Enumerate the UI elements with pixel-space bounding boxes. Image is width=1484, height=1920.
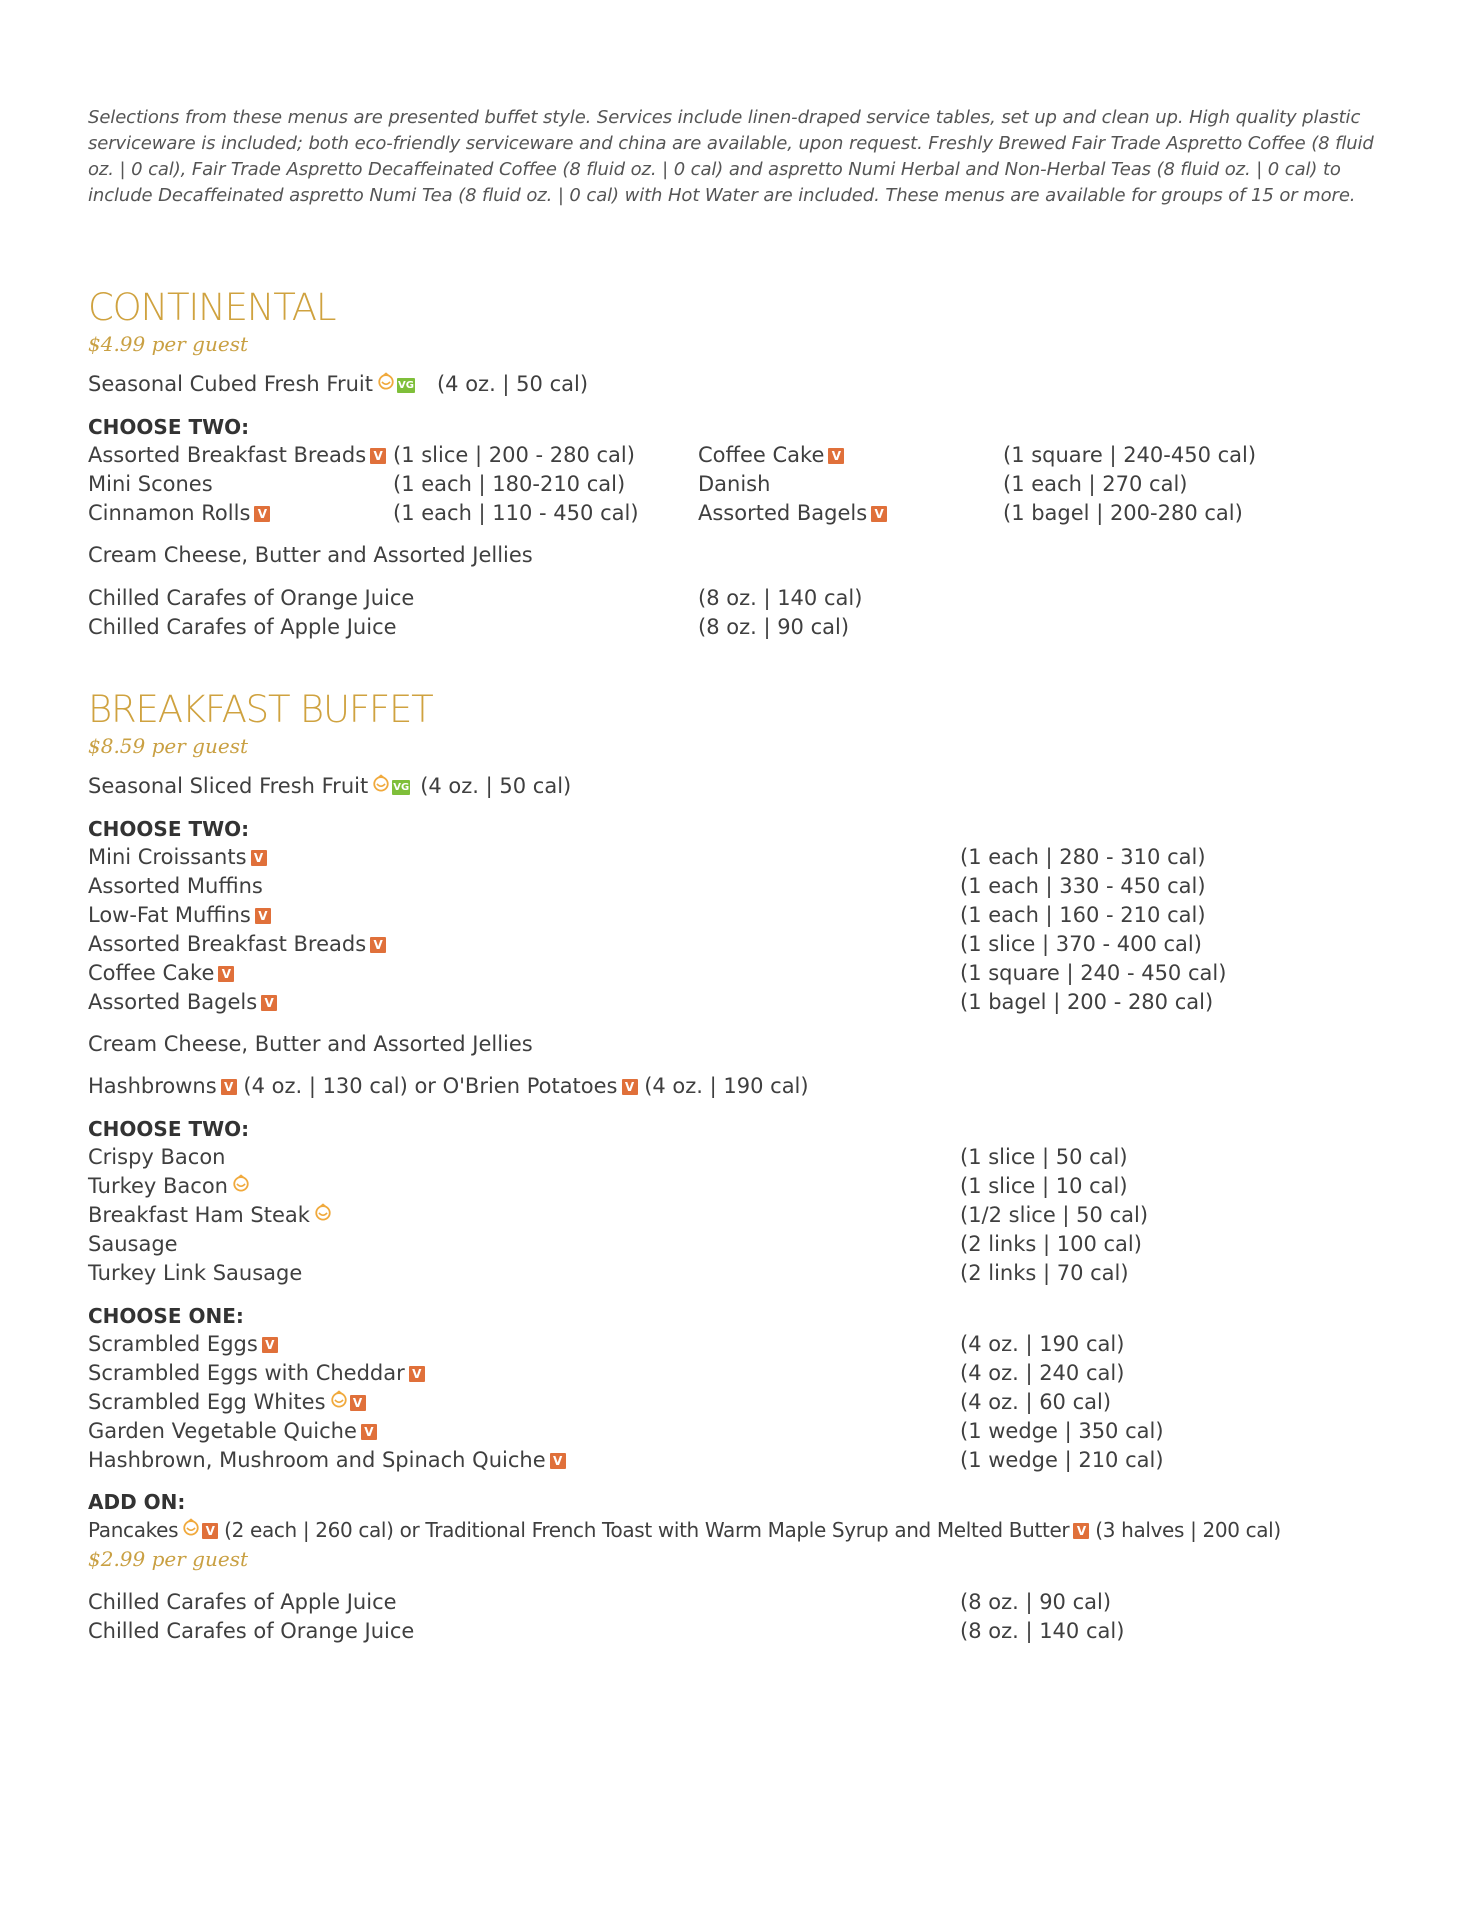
continental-fruit <box>88 370 588 399</box>
list-item <box>88 499 270 528</box>
item-name: Pancakes <box>88 1518 179 1542</box>
item-name: Hashbrown, Mushroom and Spinach Quiche <box>88 1448 546 1472</box>
list-item <box>698 441 844 470</box>
balanced-choice-icon <box>232 1174 250 1192</box>
continental-price: $4.99 per guest <box>88 332 248 356</box>
vegetarian-icon: V <box>255 908 271 924</box>
continental-title: CONTINENTAL <box>88 286 336 329</box>
vegan-icon: VG <box>397 380 414 391</box>
balanced-choice-icon <box>182 1518 200 1536</box>
item-calories: (2 links | 100 cal) <box>960 1232 1142 1256</box>
item-calories: (1 square | 240 - 450 cal) <box>960 961 1227 985</box>
vegetarian-icon: V <box>409 1366 425 1382</box>
item-name: Hashbrowns <box>88 1074 217 1098</box>
item-calories: (8 oz. | 90 cal) <box>960 1590 1112 1614</box>
item-name: Mini Croissants <box>88 845 247 869</box>
item-calories: (1 square | 240-450 cal) <box>1003 443 1257 467</box>
vegan-icon: VG <box>393 782 410 793</box>
buffet-addon <box>88 1516 1281 1545</box>
item-name: Crispy Bacon <box>88 1145 226 1169</box>
buffet-potatoes <box>88 1072 809 1101</box>
buffet-breads-heading: CHOOSE TWO: <box>88 817 250 841</box>
item-name: Danish <box>698 472 771 496</box>
list-item <box>88 1201 332 1230</box>
continental-spreads: Cream Cheese, Butter and Assorted Jellies <box>88 543 533 567</box>
item-calories: (8 oz. | 140 cal) <box>698 586 863 610</box>
list-item <box>88 1172 250 1201</box>
buffet-addon-heading: ADD ON: <box>88 1490 186 1514</box>
vegetarian-icon: V <box>251 850 267 866</box>
vegetarian-icon: V <box>218 966 234 982</box>
item-calories: (4 oz. | 240 cal) <box>960 1361 1125 1385</box>
item-calories: (3 halves | 200 cal) <box>1095 1518 1281 1542</box>
item-name: Assorted Bagels <box>88 990 258 1014</box>
intro-paragraph <box>88 105 1388 209</box>
item-calories: (4 oz. | 60 cal) <box>960 1390 1112 1414</box>
item-calories: (4 oz. | 190 cal) <box>960 1332 1125 1356</box>
item-calories: (1 each | 160 - 210 cal) <box>960 903 1206 927</box>
list-item <box>88 959 234 988</box>
list-item <box>88 1417 377 1446</box>
item-calories: (1 each | 330 - 450 cal) <box>960 874 1206 898</box>
balanced-choice-icon <box>372 774 390 792</box>
vegetarian-icon: V <box>828 448 844 464</box>
item-calories: (1 each | 270 cal) <box>1003 472 1188 496</box>
item-calories: (4 oz. | 130 cal) or O'Brien Potatoes <box>243 1074 618 1098</box>
vegetarian-icon: V <box>550 1453 566 1469</box>
item-name: Turkey Link Sausage <box>88 1261 303 1285</box>
list-item <box>88 1143 225 1172</box>
intro-line: oz. | 0 cal), Fair Trade Aspretto Decaffeinated Coffee (8 fluid oz. | 0 cal) and aspretto Numi Herbal and Non-Herbal Teas (8 fluid oz. | 0 cal) to <box>88 159 1341 180</box>
list-item <box>88 843 267 872</box>
item-name: Scrambled Eggs <box>88 1332 258 1356</box>
list-item <box>88 1330 278 1359</box>
item-calories: (1 slice | 370 - 400 cal) <box>960 932 1202 956</box>
item-name: Seasonal Sliced Fresh Fruit <box>88 774 369 798</box>
list-item: Chilled Carafes of Orange Juice <box>88 1619 415 1643</box>
list-item <box>88 872 263 901</box>
item-name: Cinnamon Rolls <box>88 501 251 525</box>
continental-choose-heading: CHOOSE TWO: <box>88 415 250 439</box>
list-item <box>88 1359 425 1388</box>
vegetarian-icon: V <box>370 937 386 953</box>
list-item <box>88 470 213 499</box>
balanced-choice-icon <box>377 372 395 390</box>
intro-line: Selections from these menus are presented buffet style. Services include linen-draped service tables, set up and clean up. High quality plastic <box>88 107 1361 128</box>
buffet-spreads: Cream Cheese, Butter and Assorted Jellies <box>88 1032 533 1056</box>
item-calories: (1 bagel | 200-280 cal) <box>1003 501 1243 525</box>
item-calories: (2 each | 260 cal) or Traditional French Toast with Warm Maple Syrup and Melted Butter <box>224 1518 1070 1542</box>
balanced-choice-icon <box>330 1390 348 1408</box>
item-name: Scrambled Egg Whites <box>88 1390 326 1414</box>
buffet-fruit <box>88 772 571 801</box>
vegetarian-icon: V <box>221 1079 237 1095</box>
item-name: Coffee Cake <box>698 443 825 467</box>
vegetarian-icon: V <box>1073 1523 1089 1539</box>
list-item <box>88 988 277 1017</box>
list-item <box>88 1446 566 1475</box>
list-item: Chilled Carafes of Orange Juice <box>88 586 415 610</box>
item-name: Garden Vegetable Quiche <box>88 1419 357 1443</box>
item-calories: (1 each | 110 - 450 cal) <box>393 501 639 525</box>
vegetarian-icon: V <box>350 1395 366 1411</box>
addon-price: $2.99 per guest <box>88 1547 248 1571</box>
list-item <box>88 1388 366 1417</box>
buffet-meats-heading: CHOOSE TWO: <box>88 1117 250 1141</box>
item-calories: (1 slice | 200 - 280 cal) <box>393 443 635 467</box>
buffet-eggs-heading: CHOOSE ONE: <box>88 1304 244 1328</box>
item-calories: (2 links | 70 cal) <box>960 1261 1129 1285</box>
balanced-choice-icon <box>314 1203 332 1221</box>
list-item <box>88 1230 178 1259</box>
list-item: Chilled Carafes of Apple Juice <box>88 1590 397 1614</box>
item-name: Seasonal Cubed Fresh Fruit <box>88 372 373 396</box>
item-name: Low-Fat Muffins <box>88 903 251 927</box>
item-calories: (1 wedge | 210 cal) <box>960 1448 1164 1472</box>
item-name: Assorted Breakfast Breads <box>88 443 367 467</box>
intro-line: serviceware is included; both eco-friendly serviceware and china are available, upon request. Freshly Brewed Fair Trade Aspretto Coffee (8 fluid <box>88 133 1374 154</box>
vegetarian-icon: V <box>622 1079 638 1095</box>
vegetarian-icon: V <box>871 506 887 522</box>
item-calories: (4 oz. | 190 cal) <box>644 1074 809 1098</box>
list-item <box>88 1259 302 1288</box>
list-item <box>88 901 271 930</box>
item-name: Scrambled Eggs with Cheddar <box>88 1361 405 1385</box>
list-item <box>698 470 770 499</box>
vegetarian-icon: V <box>202 1523 218 1539</box>
item-calories: (1 wedge | 350 cal) <box>960 1419 1164 1443</box>
list-item <box>88 441 386 470</box>
item-calories: (1 slice | 50 cal) <box>960 1145 1128 1169</box>
buffet-title: BREAKFAST BUFFET <box>88 688 433 731</box>
vegetarian-icon: V <box>370 448 386 464</box>
item-name: Assorted Muffins <box>88 874 263 898</box>
item-calories: (1 bagel | 200 - 280 cal) <box>960 990 1214 1014</box>
vegetarian-icon: V <box>254 506 270 522</box>
item-name: Coffee Cake <box>88 961 215 985</box>
intro-line: include Decaffeinated aspretto Numi Tea (8 fluid oz. | 0 cal) with Hot Water are included. These menus are available for groups of 15 or more. <box>88 185 1356 206</box>
item-name: Breakfast Ham Steak <box>88 1203 310 1227</box>
item-name: Assorted Bagels <box>698 501 868 525</box>
item-calories: (4 oz. | 50 cal) <box>436 372 589 396</box>
list-item <box>698 499 887 528</box>
item-name: Mini Scones <box>88 472 213 496</box>
item-calories: (1 each | 180-210 cal) <box>393 472 626 496</box>
vegetarian-icon: V <box>261 995 277 1011</box>
list-item <box>88 930 386 959</box>
item-calories: (1 slice | 10 cal) <box>960 1174 1128 1198</box>
buffet-price: $8.59 per guest <box>88 734 248 758</box>
item-name: Sausage <box>88 1232 178 1256</box>
item-name: Assorted Breakfast Breads <box>88 932 367 956</box>
vegetarian-icon: V <box>361 1424 377 1440</box>
list-item: Chilled Carafes of Apple Juice <box>88 615 397 639</box>
item-name: Turkey Bacon <box>88 1174 228 1198</box>
item-calories: (1 each | 280 - 310 cal) <box>960 845 1206 869</box>
item-calories: (8 oz. | 90 cal) <box>698 615 850 639</box>
vegetarian-icon: V <box>262 1337 278 1353</box>
item-calories: (4 oz. | 50 cal) <box>420 774 572 798</box>
item-calories: (8 oz. | 140 cal) <box>960 1619 1125 1643</box>
item-calories: (1/2 slice | 50 cal) <box>960 1203 1149 1227</box>
